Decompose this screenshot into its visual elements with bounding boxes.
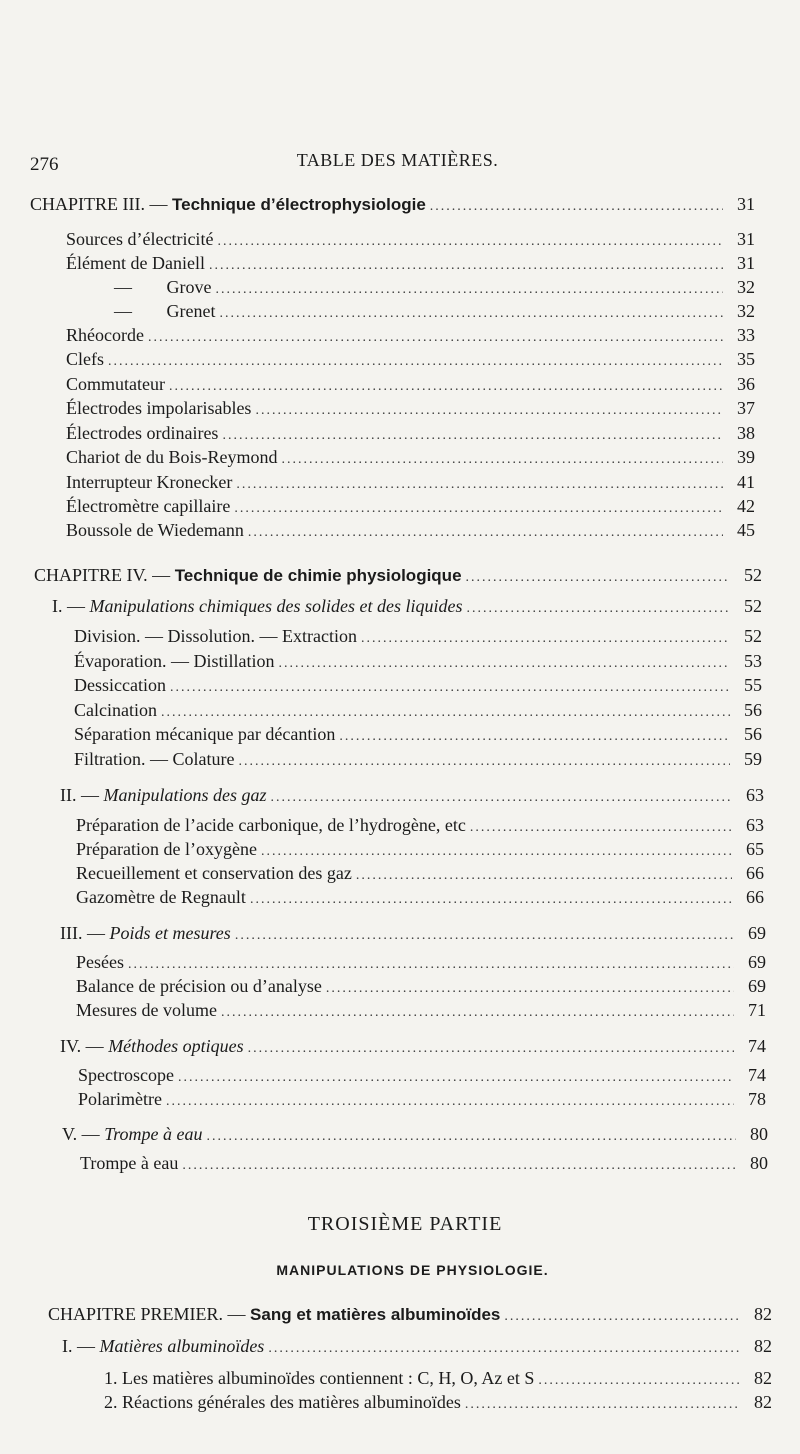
toc-entry: Commutateur ..... 36 — [66, 372, 755, 399]
chapter-4-prefix: CHAPITRE IV. — — [34, 565, 175, 585]
section-entry: I. — Matières albuminoïdes ..... 82 — [62, 1334, 772, 1361]
toc-entry: Division. — Dissolution. — Extraction ..... 52 — [74, 624, 762, 651]
page-header — [30, 148, 765, 178]
toc-entry: Sources d’électricité ..... 31 — [66, 227, 755, 254]
toc-entry: Recueillement et conservation des gaz ..... 66 — [76, 861, 764, 888]
toc-entry: Chariot de du Bois-Reymond ..... 39 — [66, 445, 755, 472]
chapter-1-prefix: CHAPITRE PREMIER. — — [48, 1304, 251, 1324]
toc-entry: Pesées ..... 69 — [76, 950, 766, 977]
toc-entry: Polarimètre ..... 78 — [78, 1087, 766, 1114]
part-subtitle: MANIPULATIONS DE PHYSIOLOGIE. — [276, 1262, 549, 1278]
running-title: TABLE DES MATIÈRES. — [296, 150, 499, 170]
leader-dots — [361, 627, 730, 651]
part-title: TROISIÈME PARTIE — [307, 1213, 503, 1235]
chapter-1-page: 82 — [754, 1304, 772, 1324]
leader-dots — [465, 1393, 740, 1417]
toc-entry: Spectroscope ..... 74 — [78, 1063, 766, 1090]
leader-dots — [108, 350, 723, 374]
toc-entry: Évaporation. — Distillation ..... 53 — [74, 649, 762, 676]
toc-entry: Préparation de l’acide carbonique, de l’hydrogène, etc ..... 63 — [76, 813, 764, 840]
chapter-4-entry — [34, 563, 762, 590]
toc-entry: Électrodes impolarisables ..... 37 — [66, 396, 755, 423]
leader-dots — [281, 448, 723, 472]
chapter-3-prefix: CHAPITRE III. — — [30, 194, 172, 214]
leader-dots — [430, 195, 723, 219]
leader-dots — [248, 521, 723, 545]
section-entry: IV. — Méthodes optiques ..... 74 — [60, 1034, 766, 1061]
leader-dots — [250, 888, 732, 912]
chapter-1-title: Sang et matières albuminoïdes — [250, 1305, 501, 1324]
chapter-1-entry — [48, 1302, 772, 1329]
leader-dots — [504, 1305, 740, 1329]
toc-entry: Boussole de Wiedemann ..... 45 — [66, 518, 755, 545]
toc-entry: Gazomètre de Regnault ..... 66 — [76, 885, 764, 912]
leader-dots — [238, 750, 730, 774]
section-entry: III. — Poids et mesures ..... 69 — [60, 921, 766, 948]
leader-dots — [182, 1154, 736, 1178]
toc-entry: 2. Réactions générales des matières albuminoïdes ..... 82 — [104, 1390, 772, 1417]
toc-entry: Mesures de volume ..... 71 — [76, 998, 766, 1025]
toc-entry: Élément de Daniell ..... 31 — [66, 251, 755, 278]
leader-dots — [207, 1125, 736, 1149]
toc-entry: Dessiccation ..... 55 — [74, 673, 762, 700]
toc-entry: Trompe à eau ..... 80 — [80, 1151, 768, 1178]
chapter-4-page: 52 — [744, 565, 762, 585]
toc-entry: — Grove ..... 32 — [114, 275, 755, 302]
toc-entry: Rhéocorde ..... 33 — [66, 323, 755, 350]
toc-entry: Clefs ..... 35 — [66, 347, 755, 374]
leader-dots — [235, 924, 734, 948]
toc-entry: Interrupteur Kronecker ..... 41 — [66, 470, 755, 497]
leader-dots — [466, 566, 730, 590]
leader-dots — [255, 399, 723, 423]
page-number: 276 — [30, 154, 59, 175]
section-entry: V. — Trompe à eau ..... 80 — [62, 1122, 768, 1149]
leader-dots — [221, 1001, 734, 1025]
leader-dots — [466, 597, 730, 621]
chapter-4-title: Technique de chimie physiologique — [174, 566, 462, 585]
toc-entry: — Grenet ..... 32 — [114, 299, 755, 326]
chapter-3-page: 31 — [737, 194, 755, 214]
chapter-3-entry — [30, 192, 755, 219]
section-entry: II. — Manipulations des gaz ..... 63 — [60, 783, 764, 810]
leader-dots — [248, 1037, 734, 1061]
leader-dots — [268, 1337, 740, 1361]
leader-dots — [170, 676, 730, 700]
toc-entry: 1. Les matières albuminoïdes contiennent : C, H, O, Az et S ..... 82 — [104, 1366, 772, 1393]
leader-dots — [339, 725, 730, 749]
toc-entry: Filtration. — Colature ..... 59 — [74, 747, 762, 774]
leader-dots — [166, 1090, 734, 1114]
leader-dots — [271, 786, 732, 810]
toc-entry: Balance de précision ou d’analyse ..... 69 — [76, 974, 766, 1001]
toc-entry: Séparation mécanique par décantion ..... 56 — [74, 722, 762, 749]
toc-entry: Calcination ..... 56 — [74, 698, 762, 725]
toc-entry: Électrodes ordinaires ..... 38 — [66, 421, 755, 448]
section-entry: I. — Manipulations chimiques des solides et des liquides ..... 52 — [52, 594, 762, 621]
toc-entry: Électromètre capillaire ..... 42 — [66, 494, 755, 521]
toc-entry: Préparation de l’oxygène ..... 65 — [76, 837, 764, 864]
chapter-3-title: Technique d’électrophysiologie — [172, 195, 426, 214]
